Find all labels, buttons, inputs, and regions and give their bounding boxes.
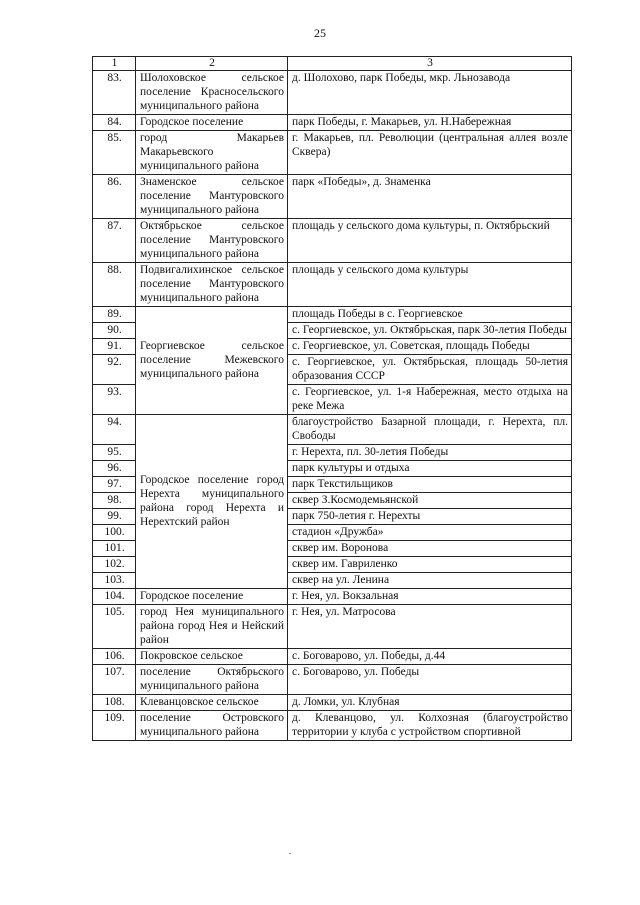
place-cell: сквер З.Космодемьянской (288, 493, 572, 509)
table-header-row (93, 57, 572, 71)
place-cell: парк Победы, г. Макарьев, ул. Н.Набережная (288, 115, 572, 131)
row-number: 104. (93, 589, 136, 605)
table-row (93, 175, 572, 219)
row-number: 95. (93, 445, 136, 461)
row-number: 90. (93, 323, 136, 339)
column-header: 2 (136, 57, 288, 71)
row-number: 85. (93, 131, 136, 175)
place-cell: парк Текстильщиков (288, 477, 572, 493)
settlement-cell: Городское поселение (136, 589, 288, 605)
settlement-cell: поселение Октябрьского муниципального района (136, 665, 288, 695)
table-row (93, 219, 572, 263)
settlement-cell: Знаменское сельское поселение Мантуровского муниципального района (136, 175, 288, 219)
place-cell: с. Георгиевское, ул. Октябрьская, площадь 50-летия образования СССР (288, 355, 572, 385)
scan-speck (289, 853, 291, 854)
row-number: 107. (93, 665, 136, 695)
settlement-cell: поселение Островского муниципального района (136, 711, 288, 741)
place-cell: г. Нерехта, пл. 30-летия Победы (288, 445, 572, 461)
settlement-cell: Городское поселение город Нерехта муниципального района город Нерехта и Нерехтский район (136, 415, 288, 589)
place-cell: г. Макарьев, пл. Революции (центральная аллея возле Сквера) (288, 131, 572, 175)
page-number: 25 (314, 26, 326, 40)
place-cell: с. Георгиевское, ул. 1-я Набережная, место отдыха на реке Межа (288, 385, 572, 415)
row-number: 103. (93, 573, 136, 589)
place-cell: благоустройство Базарной площади, г. Нерехта, пл. Свободы (288, 415, 572, 445)
row-number: 105. (93, 605, 136, 649)
row-number: 87. (93, 219, 136, 263)
place-cell: сквер им. Воронова (288, 541, 572, 557)
table-row (93, 71, 572, 115)
settlement-cell: Городское поселение (136, 115, 288, 131)
row-number: 89. (93, 307, 136, 323)
place-cell: площадь Победы в с. Георгиевское (288, 307, 572, 323)
column-header: 1 (93, 57, 136, 71)
place-cell: площадь у сельского дома культуры, п. Октябрьский (288, 219, 572, 263)
settlement-cell: Октябрьское сельское поселение Мантуровского муниципального района (136, 219, 288, 263)
table-row (93, 115, 572, 131)
row-number: 98. (93, 493, 136, 509)
table-row (93, 415, 572, 445)
place-cell: с. Георгиевское, ул. Октябрьская, парк 30-летия Победы (288, 323, 572, 339)
place-cell: с. Боговарово, ул. Победы, д.44 (288, 649, 572, 665)
settlement-cell: Клеванцовское сельское (136, 695, 288, 711)
column-header: 3 (288, 57, 572, 71)
settlement-cell: город Макарьев Макарьевского муниципального района (136, 131, 288, 175)
place-cell: парк культуры и отдыха (288, 461, 572, 477)
table-row (93, 605, 572, 649)
place-cell: д. Клеванцово, ул. Колхозная (благоустройство территории у клуба с устройством спортивной (288, 711, 572, 741)
row-number: 97. (93, 477, 136, 493)
row-number: 100. (93, 525, 136, 541)
settlement-cell: Подвигалихинское сельское поселение Мантуровского муниципального района (136, 263, 288, 307)
place-cell: с. Боговарово, ул. Победы (288, 665, 572, 695)
settlement-cell: Шолоховское сельское поселение Красносельского муниципального района (136, 71, 288, 115)
row-number: 99. (93, 509, 136, 525)
table-row (93, 131, 572, 175)
row-number: 96. (93, 461, 136, 477)
place-cell: парк 750-летия г. Нерехты (288, 509, 572, 525)
place-cell: сквер им. Гавриленко (288, 557, 572, 573)
settlement-cell: Георгиевское сельское поселение Межевского муниципального района (136, 307, 288, 415)
table-row (93, 695, 572, 711)
row-number: 83. (93, 71, 136, 115)
table-row (93, 307, 572, 323)
row-number: 108. (93, 695, 136, 711)
row-number: 92. (93, 355, 136, 385)
settlement-cell: Покровское сельское (136, 649, 288, 665)
row-number: 102. (93, 557, 136, 573)
row-number: 94. (93, 415, 136, 445)
place-cell: г. Нея, ул. Матросова (288, 605, 572, 649)
table-row (93, 589, 572, 605)
table-row (93, 711, 572, 741)
row-number: 106. (93, 649, 136, 665)
place-cell: стадион «Дружба» (288, 525, 572, 541)
settlement-cell: город Нея муниципального района город Нея и Нейский район (136, 605, 288, 649)
table-row (93, 649, 572, 665)
place-cell: д. Ломки, ул. Клубная (288, 695, 572, 711)
row-number: 84. (93, 115, 136, 131)
places-table (92, 56, 572, 741)
table-row (93, 263, 572, 307)
row-number: 101. (93, 541, 136, 557)
place-cell: с. Георгиевское, ул. Советская, площадь Победы (288, 339, 572, 355)
place-cell: сквер на ул. Ленина (288, 573, 572, 589)
row-number: 86. (93, 175, 136, 219)
row-number: 88. (93, 263, 136, 307)
row-number: 91. (93, 339, 136, 355)
place-cell: г. Нея, ул. Вокзальная (288, 589, 572, 605)
row-number: 109. (93, 711, 136, 741)
table-row (93, 665, 572, 695)
place-cell: парк «Победы», д. Знаменка (288, 175, 572, 219)
place-cell: д. Шолохово, парк Победы, мкр. Льнозавода (288, 71, 572, 115)
row-number: 93. (93, 385, 136, 415)
place-cell: площадь у сельского дома культуры (288, 263, 572, 307)
